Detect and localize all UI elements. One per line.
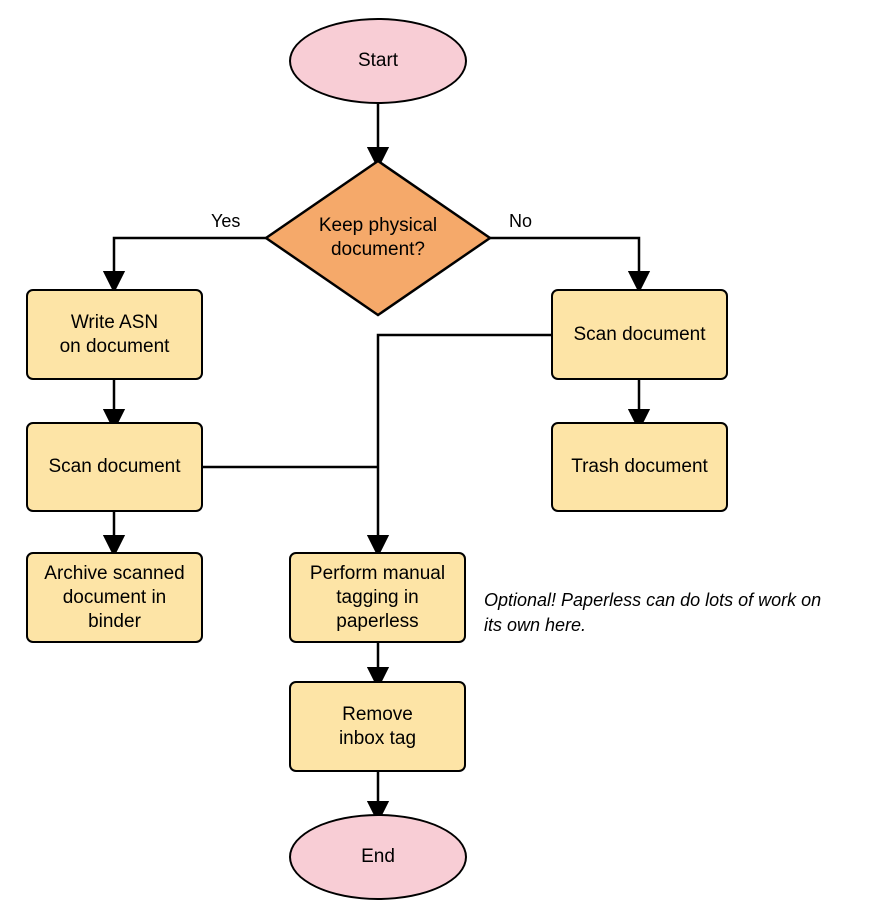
annotation-optional	[484, 588, 884, 638]
node-remove-inbox-tag[interactable]	[289, 681, 466, 772]
annotation-line2: its own here.	[484, 615, 587, 635]
annotation-line1: Optional! Paperless can do lots of work on	[484, 590, 822, 610]
node-trash-document-label: Trash document	[571, 456, 708, 477]
node-end[interactable]	[289, 814, 467, 900]
node-archive-line3: binder	[88, 610, 141, 632]
node-manual-tagging-line1: Perform manual	[309, 562, 446, 584]
node-start[interactable]	[289, 18, 467, 104]
node-trash-document[interactable]	[551, 422, 728, 512]
node-scan-document-left[interactable]	[26, 422, 203, 512]
edge-label-yes: Yes	[211, 211, 241, 231]
node-archive-line2: document in	[62, 586, 167, 608]
node-keep-line1: Keep physical	[318, 215, 438, 236]
node-write-asn[interactable]	[26, 289, 203, 380]
node-write-asn-line2: on document	[59, 335, 170, 357]
node-end-label: End	[361, 846, 395, 867]
node-manual-tagging-line2: tagging in	[336, 586, 419, 608]
node-manual-tagging-line3: paperless	[336, 610, 419, 632]
node-start-label: Start	[357, 50, 399, 71]
edge-scanright-to-tagging	[378, 335, 552, 546]
node-remove-inbox-line1: Remove	[342, 703, 413, 725]
node-keep-line2: document?	[330, 239, 425, 260]
node-remove-inbox-line2: inbox tag	[338, 727, 417, 749]
node-scan-document-left-label: Scan document	[48, 456, 181, 477]
node-archive-line1: Archive scanned	[44, 562, 185, 584]
node-archive-scanned-document[interactable]	[26, 552, 203, 643]
node-scan-document-right[interactable]	[551, 289, 728, 380]
node-write-asn-line1: Write ASN	[70, 311, 159, 333]
node-archive-label	[44, 562, 184, 634]
node-scan-document-right-label: Scan document	[573, 323, 706, 345]
node-manual-tagging-label	[310, 562, 445, 634]
node-write-asn-label	[60, 311, 170, 359]
node-keep-physical-document[interactable]	[263, 158, 493, 318]
edge-decision-no	[490, 238, 639, 282]
node-keep-physical-document-label	[319, 214, 437, 262]
edge-label-no: No	[509, 211, 533, 231]
node-manual-tagging[interactable]	[289, 552, 466, 643]
edge-decision-yes	[114, 238, 266, 282]
node-remove-inbox-tag-label	[339, 703, 416, 751]
